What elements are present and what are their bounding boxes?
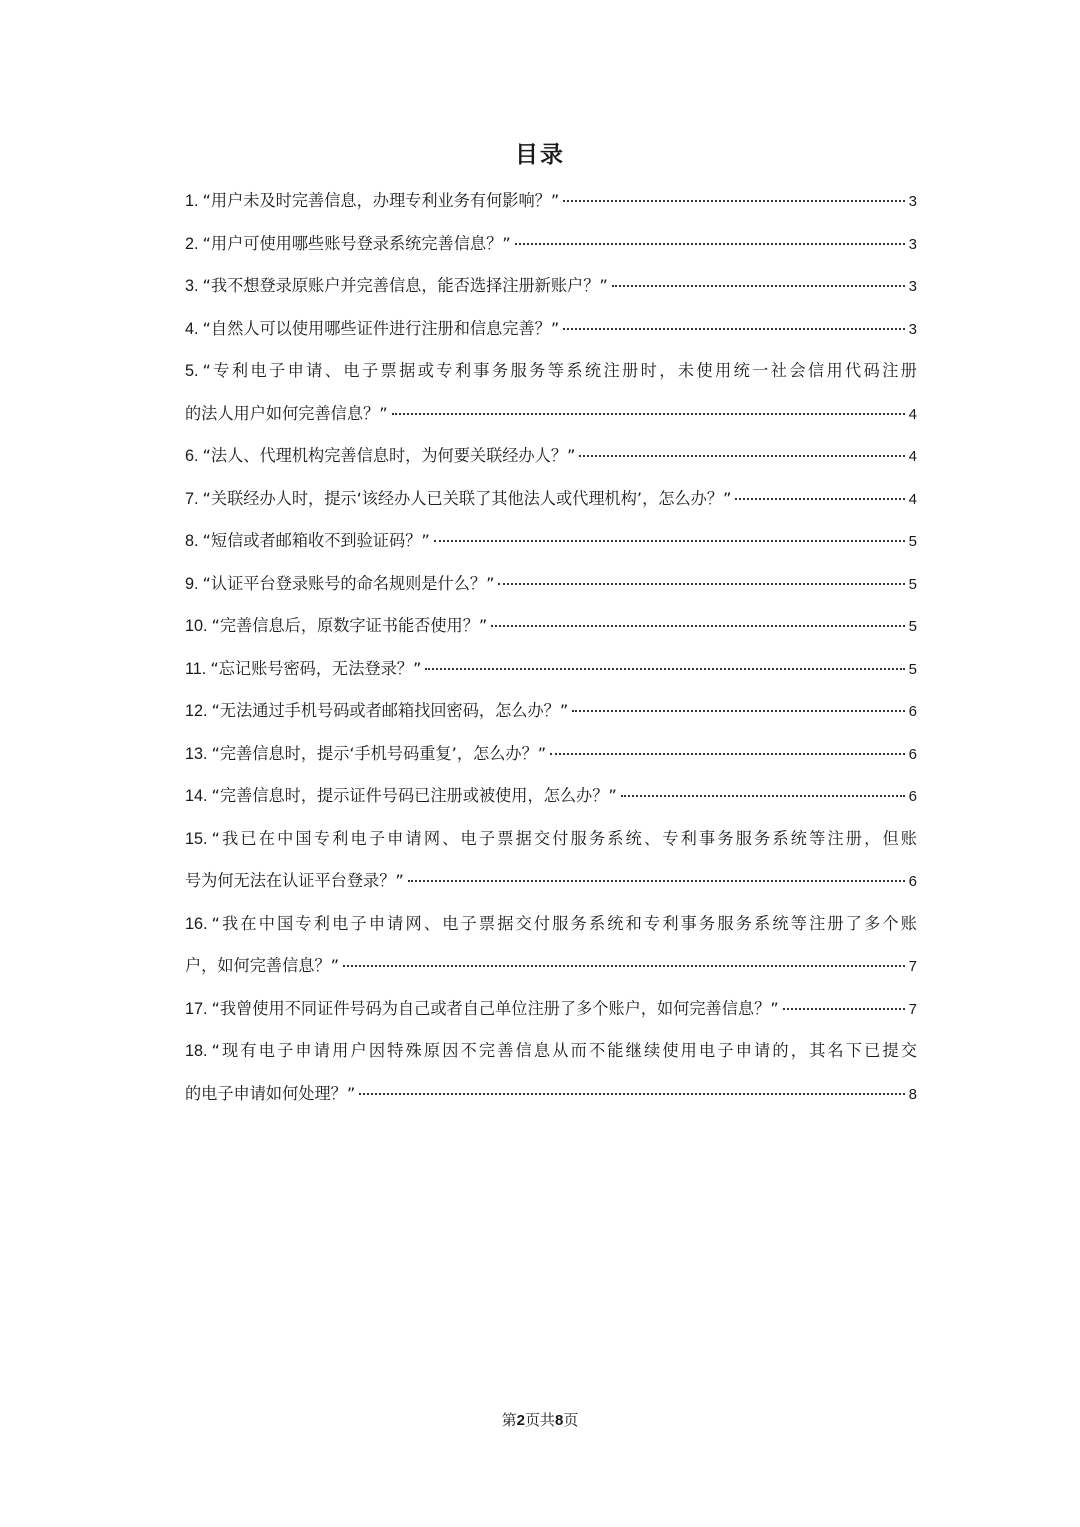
toc-number: 13. [185,744,208,763]
toc-entry[interactable] [185,308,917,351]
toc-number: 1. [185,192,199,210]
dot-leader [498,583,904,585]
footer-prefix: 第 [501,1411,517,1429]
dot-leader [783,1008,905,1010]
dot-leader [491,625,904,627]
toc-page-number: 5 [908,618,917,635]
dot-leader [392,413,905,415]
toc-page-number: 6 [908,873,917,890]
toc-number: 11. [185,659,207,678]
dot-leader [563,328,904,330]
toc-number: 2. [185,234,199,253]
footer-suffix: 页 [563,1411,579,1429]
dot-leader [572,710,904,712]
toc-page-number: 3 [908,320,917,338]
toc-number: 14. [185,787,208,805]
toc-entry[interactable] [185,520,917,563]
dot-leader [621,795,905,797]
toc-page-number: 8 [908,1085,917,1103]
toc-number: 17. [185,999,208,1018]
dot-leader [563,200,904,202]
toc-number: 7. [185,489,199,508]
toc-number: 16. [185,914,208,933]
toc-entry-text-line2: 的法人用户如何完善信息？” [185,403,388,423]
toc-entry-text: “完善信息后，原数字证书能否使用？” [211,616,488,635]
toc-entry[interactable] [185,775,917,818]
toc-page-number: 5 [908,660,917,678]
toc-entry[interactable] [185,903,917,988]
toc-page-number: 7 [908,1000,917,1018]
footer-middle: 页共 [524,1411,555,1429]
toc-number: 18. [185,1042,208,1060]
table-of-contents [185,180,917,1115]
toc-entry-text: “认证平台登录账号的命名规则是什么？” [202,573,495,593]
toc-page-number: 5 [908,575,917,593]
dot-leader [425,668,904,670]
toc-entry[interactable] [185,180,917,223]
toc-entry-text-line1: “我已在中国专利电子申请网、电子票据交付服务系统、专利事务服务系统等注册，但账 [211,828,917,848]
toc-number: 12. [185,702,208,720]
dot-leader [515,243,905,245]
toc-number: 8. [185,532,199,550]
dot-leader [735,498,904,500]
toc-entry-text-line2: 户，如何完善信息？” [185,956,340,975]
toc-entry[interactable] [185,435,917,478]
page-title: 目录 [515,142,565,168]
current-page-number: 2 [516,1412,525,1429]
toc-number: 15. [185,829,208,848]
toc-page-number: 7 [908,958,917,975]
toc-entry-text: “完善信息时，提示证件号码已注册或被使用，怎么办？” [211,786,617,805]
toc-entry-text: “短信或者邮箱收不到验证码？” [202,531,430,550]
toc-entry-text-line2: 的电子申请如何处理？” [185,1083,356,1103]
toc-entry-text-line2: 号为何无法在认证平台登录？” [185,871,404,890]
toc-page-number: 5 [908,533,917,550]
toc-entry[interactable] [185,265,917,308]
toc-entry-text: “完善信息时，提示‘手机号码重复’，怎么办？” [211,743,547,763]
dot-leader [550,753,905,755]
page-footer [0,1409,1080,1430]
toc-entry-text: “用户可使用哪些账号登录系统完善信息？” [202,233,511,253]
dot-leader [408,880,905,882]
toc-entry[interactable] [185,350,917,435]
total-page-number: 8 [555,1412,564,1429]
toc-number: 9. [185,574,199,593]
toc-entry-text: “忘记账号密码，无法登录？” [210,658,422,678]
toc-number: 6. [185,447,199,465]
toc-number: 4. [185,319,199,338]
toc-entry[interactable] [185,223,917,266]
toc-page-number: 4 [908,448,917,465]
toc-number: 5. [185,362,199,380]
dot-leader [343,965,905,967]
toc-page-number: 4 [908,490,917,508]
toc-number: 10. [185,617,208,635]
toc-number: 3. [185,277,199,295]
toc-entry-text: “我不想登录原账户并完善信息，能否选择注册新账户？” [202,276,608,295]
toc-entry-text-line1: “现有电子申请用户因特殊原因不完善信息从而不能继续使用电子申请的，其名下已提交 [211,1041,917,1060]
toc-entry[interactable] [185,818,917,903]
dot-leader [434,540,905,542]
toc-page-number: 3 [908,193,917,210]
dot-leader [359,1093,904,1095]
toc-entry[interactable] [185,733,917,776]
dot-leader [579,455,904,457]
toc-page-number: 3 [908,278,917,295]
toc-entry-text: “自然人可以使用哪些证件进行注册和信息完善？” [202,318,560,338]
toc-entry-text: “关联经办人时，提示‘该经办人已关联了其他法人或代理机构’，怎么办？” [202,488,732,508]
toc-entry-text: “用户未及时完善信息，办理专利业务有何影响？” [202,191,560,210]
toc-entry[interactable] [185,648,917,691]
toc-entry-text-line1: “专利电子申请、电子票据或专利事务服务等系统注册时，未使用统一社会信用代码注册 [202,361,917,380]
toc-entry-text-line1: “我在中国专利电子申请网、电子票据交付服务系统和专利事务服务系统等注册了多个账 [211,913,917,933]
toc-entry[interactable] [185,605,917,648]
dot-leader [612,285,905,287]
toc-page-number: 3 [908,235,917,253]
toc-page-number: 6 [908,703,917,720]
toc-entry[interactable] [185,1030,917,1115]
toc-page-number: 6 [908,745,917,763]
toc-entry-text: “我曾使用不同证件号码为自己或者自己单位注册了多个账户，如何完善信息？” [211,998,779,1018]
toc-entry-text: “法人、代理机构完善信息时，为何要关联经办人？” [202,446,576,465]
toc-entry-text: “无法通过手机号码或者邮箱找回密码，怎么办？” [211,701,569,720]
toc-entry[interactable] [185,563,917,606]
toc-entry[interactable] [185,988,917,1031]
toc-page-number: 4 [908,405,917,423]
toc-page-number: 6 [908,788,917,805]
toc-entry[interactable] [185,478,917,521]
toc-entry[interactable] [185,690,917,733]
